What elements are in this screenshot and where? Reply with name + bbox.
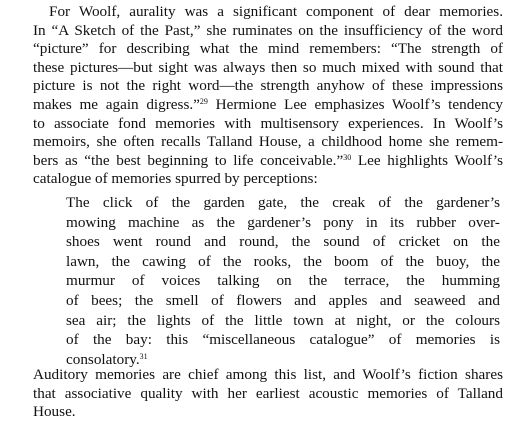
text-line: these pictures—but sight was always then so much mixed with sound that <box>33 58 503 76</box>
quote-line: mowing machine as the gardener’s pony in its rubber over- <box>66 213 500 231</box>
text-line: picture is not the right word—the strength anyhow of these impressions <box>33 77 503 95</box>
footnote-marker-31[interactable]: 31 <box>139 351 148 361</box>
quote-line: The click of the garden gate, the creak of the gardener’s <box>66 194 500 211</box>
footnote-marker-29[interactable]: 29 <box>199 96 208 106</box>
text-line <box>33 96 503 115</box>
text-line: “picture” for describing what the mind remembers: “The strength of <box>33 40 503 58</box>
text-line: memoirs, she often recalls Talland House, a childhood home she remem- <box>33 133 503 151</box>
quote-line: of the bay: this “miscellaneous catalogue” of memories is <box>66 331 500 349</box>
text-line: House. <box>33 403 76 421</box>
text-line: For Woolf, aurality was a significant component of dear memories. <box>49 3 503 20</box>
text-line: to associate fond memories with multisensory experiences. In Woolf’s <box>33 114 503 132</box>
text-segment: bers as “the best beginning to life conceivable.” <box>33 151 344 169</box>
text-line: Auditory memories are chief among this list, and Woolf’s fiction shares <box>33 366 503 383</box>
block-quote <box>66 193 500 369</box>
text-segment: Hermione Lee emphasizes Woolf’s tendency <box>215 95 503 113</box>
footnote-marker-30[interactable]: 30 <box>343 152 352 162</box>
quote-line: shoes went round and round, the sound of cricket on the <box>66 233 500 251</box>
body-paragraph-1 <box>33 3 503 189</box>
text-line <box>33 152 503 171</box>
quote-line: murmur of voices talking on the terrace, the humming <box>66 272 500 290</box>
text-segment: makes me again digress.” <box>33 95 200 113</box>
quote-line: sea air; the lights of the little town at night, or the colours <box>66 311 500 329</box>
quote-line: of bees; the smell of flowers and apples and seaweed and <box>66 291 500 309</box>
body-paragraph-2 <box>33 366 503 422</box>
text-segment: consolatory. <box>66 350 140 368</box>
quote-line: lawn, the cawing of the rooks, the boom of the buoy, the <box>66 252 500 270</box>
text-line: catalogue of memories spurred by perceptions: <box>33 170 318 188</box>
text-segment: Lee highlights Woolf’s <box>357 151 503 169</box>
text-line: that associative quality with her earliest acoustic memories of Talland <box>33 384 503 402</box>
text-line: In “A Sketch of the Past,” she ruminates on the insufficiency of the word <box>33 21 503 39</box>
